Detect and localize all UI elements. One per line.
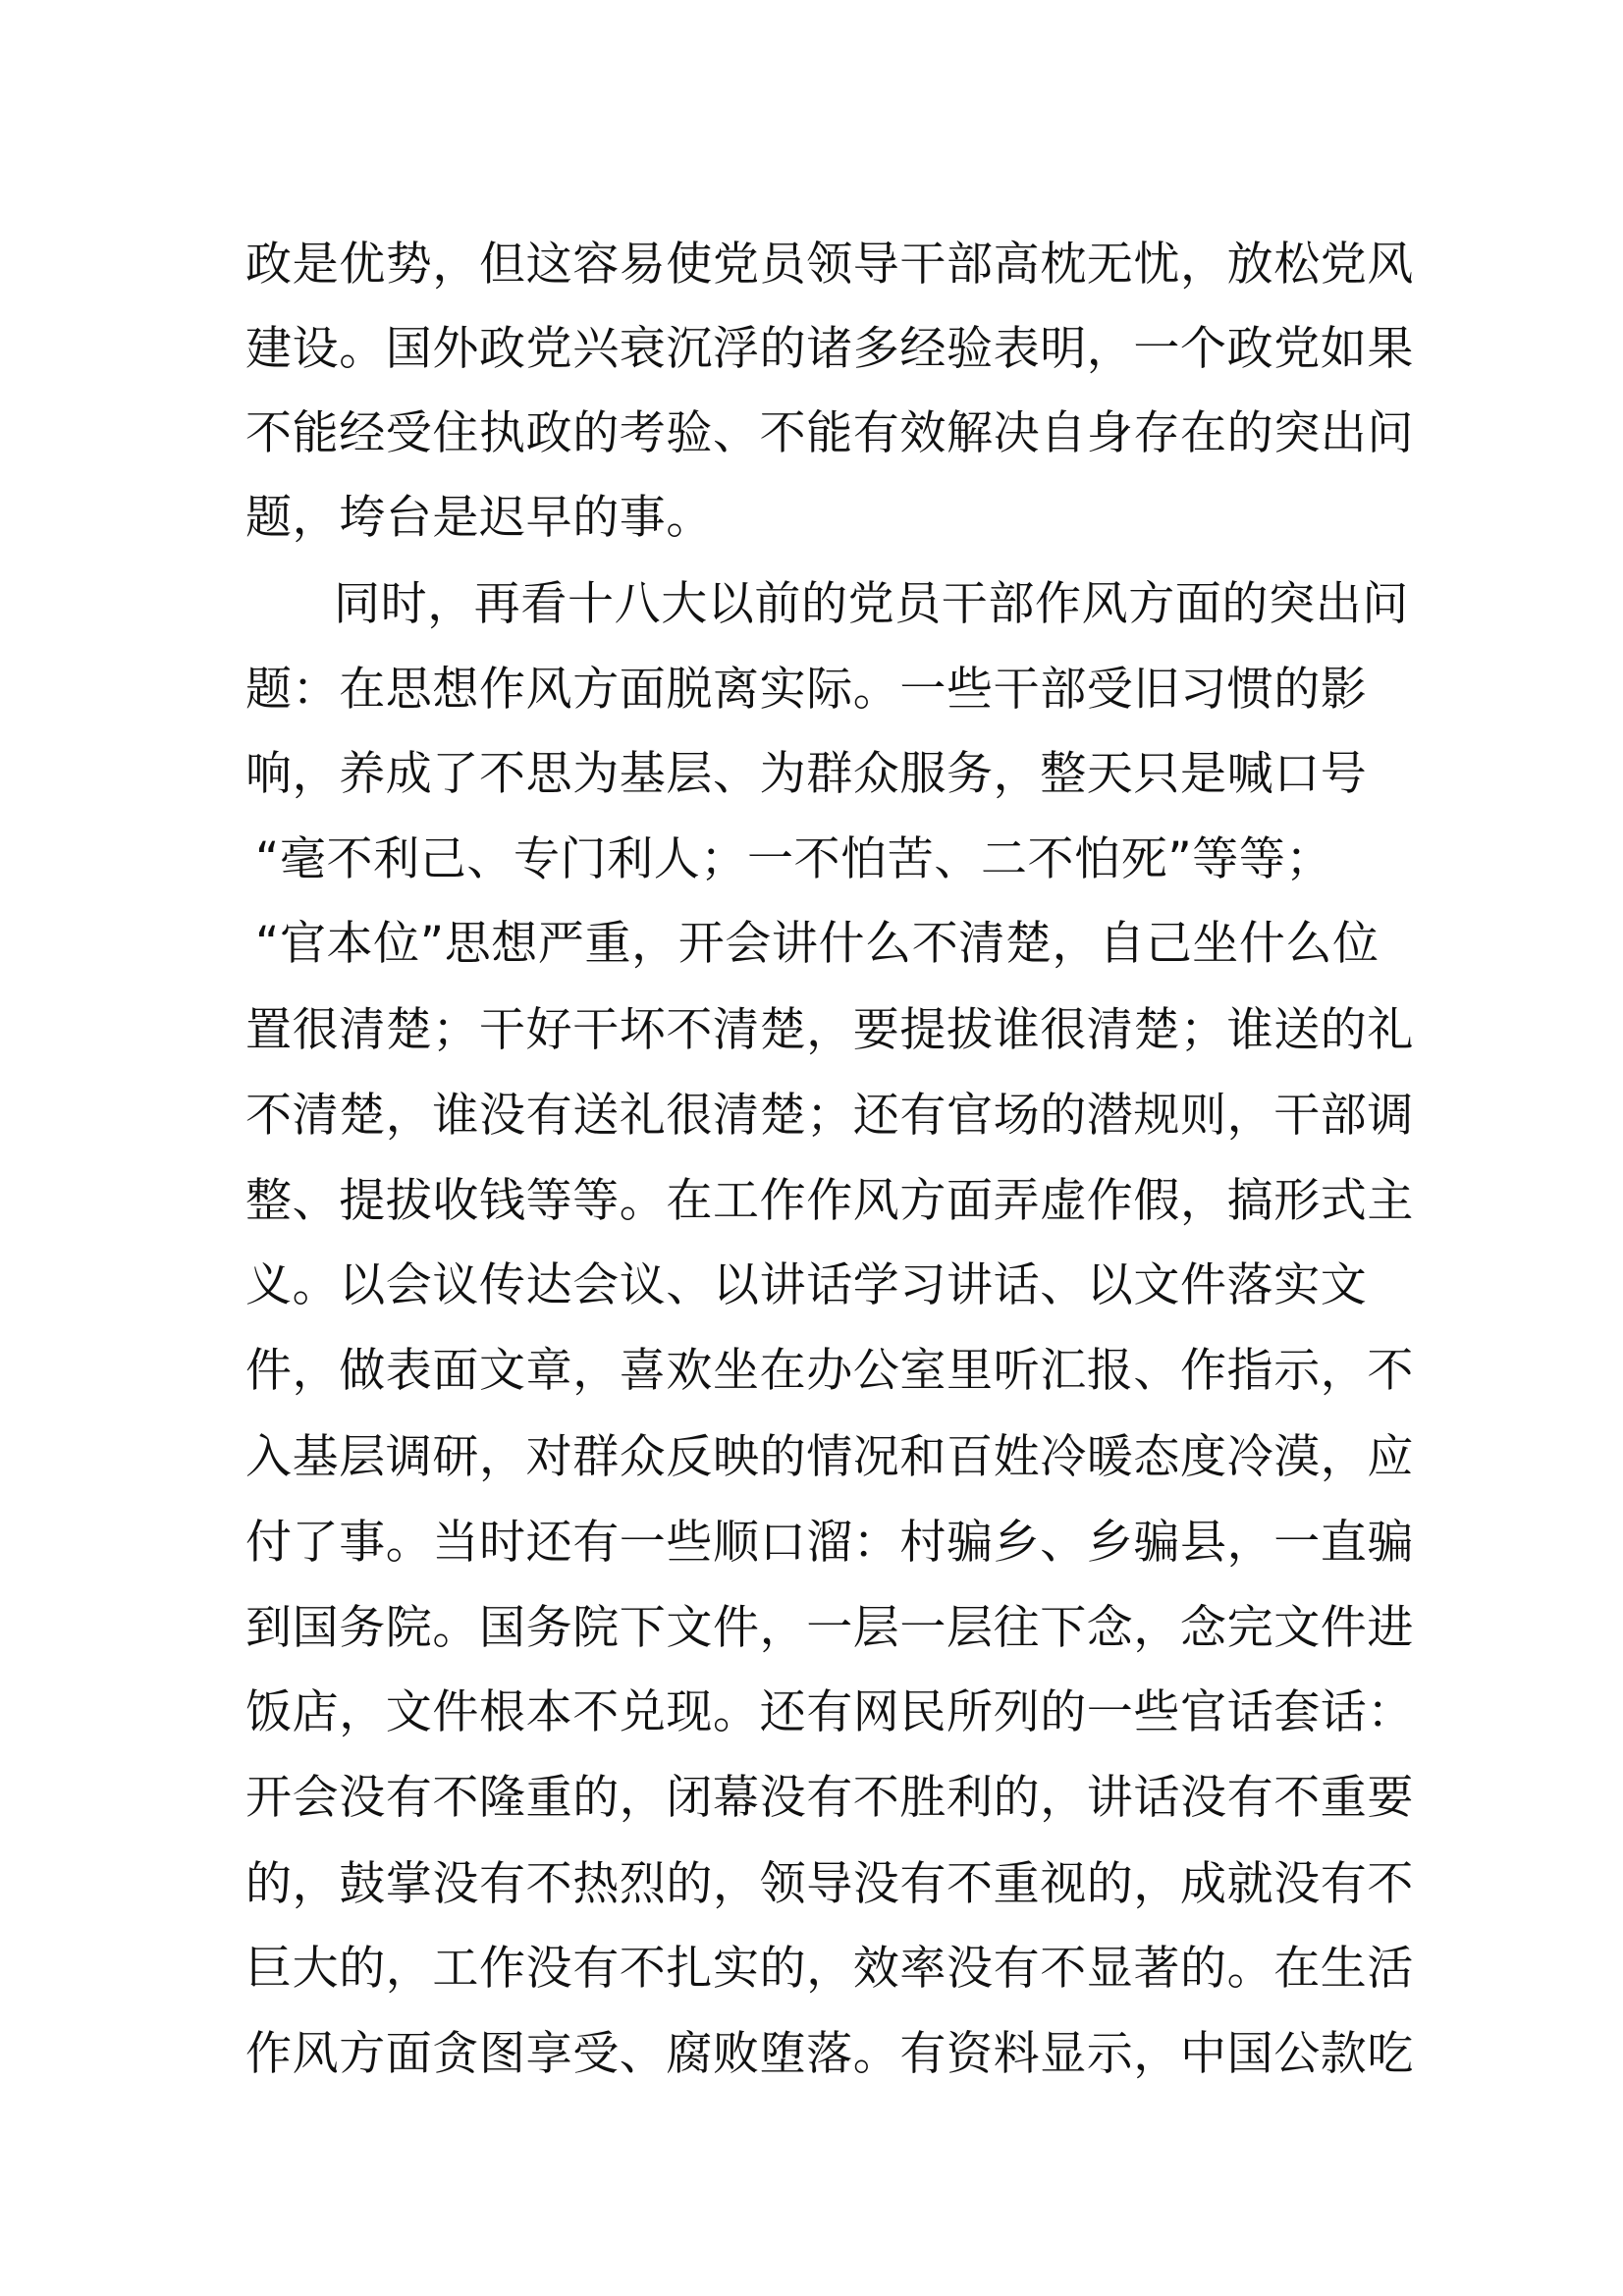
text-line: 的，鼓掌没有不热烈的，领导没有不重视的，成就没有不 [245,1857,1414,1911]
text-line: “官本位”思想严重，开会讲什么不清楚，自己坐什么位 [255,917,1380,971]
paragraph-start-line: 同时，再看十八大以前的党员干部作风方面的突出问 [334,577,1409,631]
text-line: 付了事。当时还有一些顺口溜：村骗乡、乡骗县，一直骗 [245,1516,1414,1570]
text-line: 作风方面贪图享受、腐败堕落。有资料显示，中国公款吃 [245,2027,1414,2081]
text-line: 义。以会议传达会议、以讲话学习讲话、以文件落实文 [245,1258,1368,1312]
text-line: 巨大的，工作没有不扎实的，效率没有不显著的。在生活 [245,1942,1414,1996]
text-line: 置很清楚；干好干坏不清楚，要提拔谁很清楚；谁送的礼 [245,1003,1414,1057]
text-line: 响，养成了不思为基层、为群众服务，整天只是喊口号 [245,747,1368,801]
text-line: “毫不利己、专门利人；一不怕苦、二不怕死”等等； [255,832,1333,886]
text-line: 题，垮台是迟早的事。 [245,491,713,545]
text-line: 题：在思想作风方面脱离实际。一些干部受旧习惯的影 [245,663,1368,717]
text-line: 入基层调研，对群众反映的情况和百姓冷暖态度冷漠，应 [245,1430,1414,1484]
text-line: 建设。国外政党兴衰沉浮的诸多经验表明，一个政党如果 [245,322,1414,376]
text-line: 开会没有不隆重的，闭幕没有不胜利的，讲话没有不重要 [245,1771,1414,1825]
text-line: 政是优势，但这容易使党员领导干部高枕无忧，放松党风 [245,238,1414,292]
text-line: 到国务院。国务院下文件，一层一层往下念，念完文件进 [245,1601,1414,1655]
text-line: 饭店，文件根本不兑现。还有网民所列的一些官话套话： [245,1685,1414,1739]
text-line: 不清楚，谁没有送礼很清楚；还有官场的潜规则，干部调 [245,1089,1414,1143]
text-line: 不能经受住执政的考验、不能有效解决自身存在的突出问 [245,406,1414,460]
text-line: 件，做表面文章，喜欢坐在办公室里听汇报、作指示，不 [245,1344,1414,1398]
text-line: 整、提拔收钱等等。在工作作风方面弄虚作假，搞形式主 [245,1174,1414,1228]
